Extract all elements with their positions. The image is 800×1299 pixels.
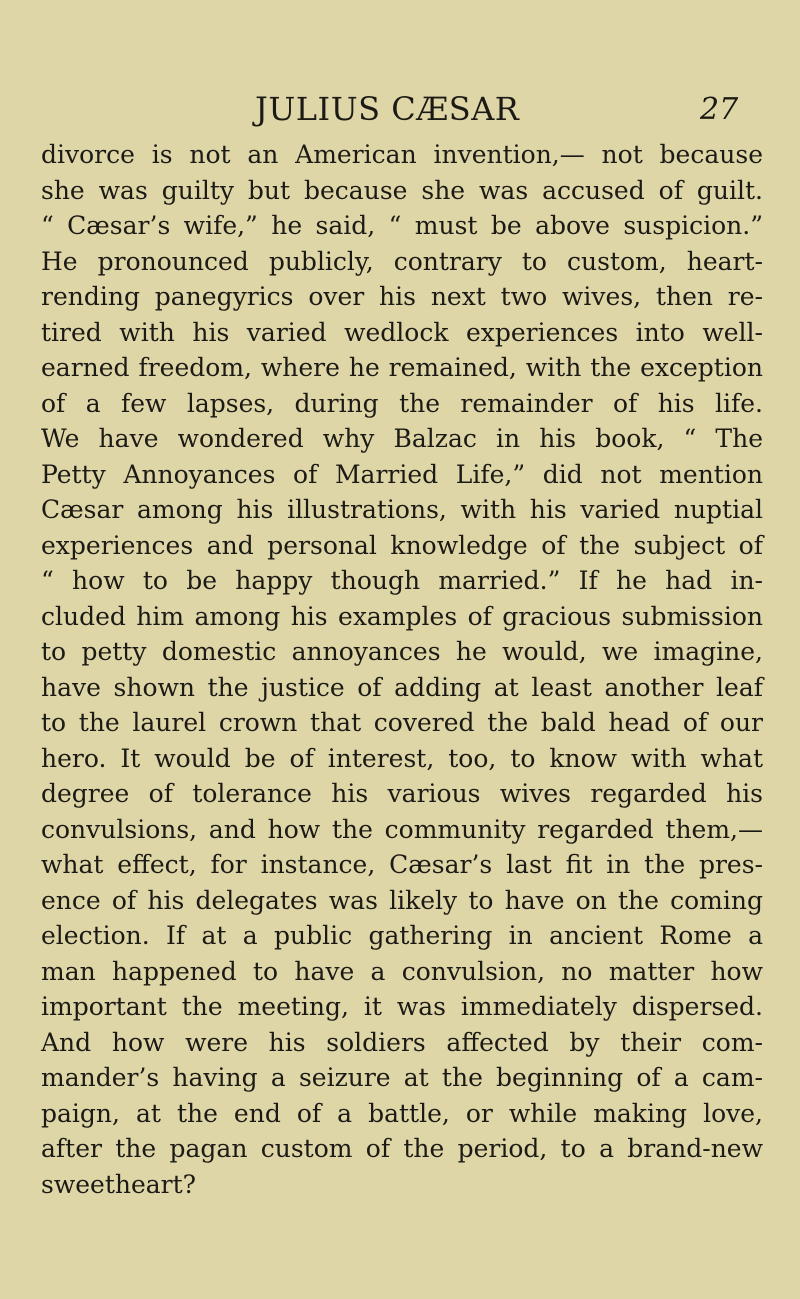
text-line: to petty domestic annoyances he would, we imagine, [41, 637, 763, 666]
body-text [41, 137, 800, 1202]
text-line: Petty Annoyances of Married Life,” did not mention [41, 459, 763, 489]
text-line: after the pagan custom of the period, to a brand-new [41, 1134, 763, 1163]
text-line: what effect, for instance, Cæsar’s last fit in the pres- [41, 850, 763, 879]
text-line: ence of his delegates was likely to have on the coming [41, 885, 763, 915]
text-line: of a few lapses, during the remainder of his life. [41, 388, 763, 418]
text-line: He pronounced publicly, contrary to custom, heart- [41, 246, 763, 276]
text-line: to the laurel crown that covered the bald head of our [41, 708, 763, 737]
text-line: hero. It would be of interest, too, to know with what [41, 743, 763, 773]
text-line: divorce is not an American invention,— not because [41, 140, 763, 169]
text-line: cluded him among his examples of gracious submission [41, 601, 763, 631]
running-head-title: JULIUS CÆSAR [255, 90, 520, 128]
text-line: experiences and personal knowledge of the subject of [41, 530, 763, 560]
text-line: “ how to be happy though married.” If he had in- [41, 566, 763, 595]
text-line: paign, at the end of a battle, or while making love, [41, 1098, 763, 1128]
text-line: We have wondered why Balzac in his book, “ The [41, 424, 763, 453]
text-line: mander’s having a seizure at the beginning of a cam- [41, 1063, 763, 1092]
text-line: And how were his soldiers affected by their com- [41, 1027, 763, 1057]
text-line: earned freedom, where he remained, with the exception [41, 353, 763, 382]
text-line: rending panegyrics over his next two wives, then re- [41, 282, 763, 311]
text-line: election. If at a public gathering in ancient Rome a [41, 921, 763, 950]
text-line: she was guilty but because she was accused of guilt. [41, 175, 763, 205]
page-number: 27 [700, 92, 739, 127]
text-line: have shown the justice of adding at least another leaf [41, 672, 763, 702]
text-line: convulsions, and how the community regarded them,— [41, 814, 763, 844]
text-line: “ Cæsar’s wife,” he said, “ must be above suspicion.” [41, 211, 763, 240]
text-line: degree of tolerance his various wives regarded his [41, 779, 763, 808]
text-line: tired with his varied wedlock experiences into well- [41, 317, 763, 347]
text-line-last: sweetheart? [41, 1169, 197, 1199]
text-line: man happened to have a convulsion, no matter how [41, 956, 763, 986]
text-line: important the meeting, it was immediately dispersed. [41, 992, 763, 1021]
text-line: Cæsar among his illustrations, with his varied nuptial [41, 495, 763, 524]
